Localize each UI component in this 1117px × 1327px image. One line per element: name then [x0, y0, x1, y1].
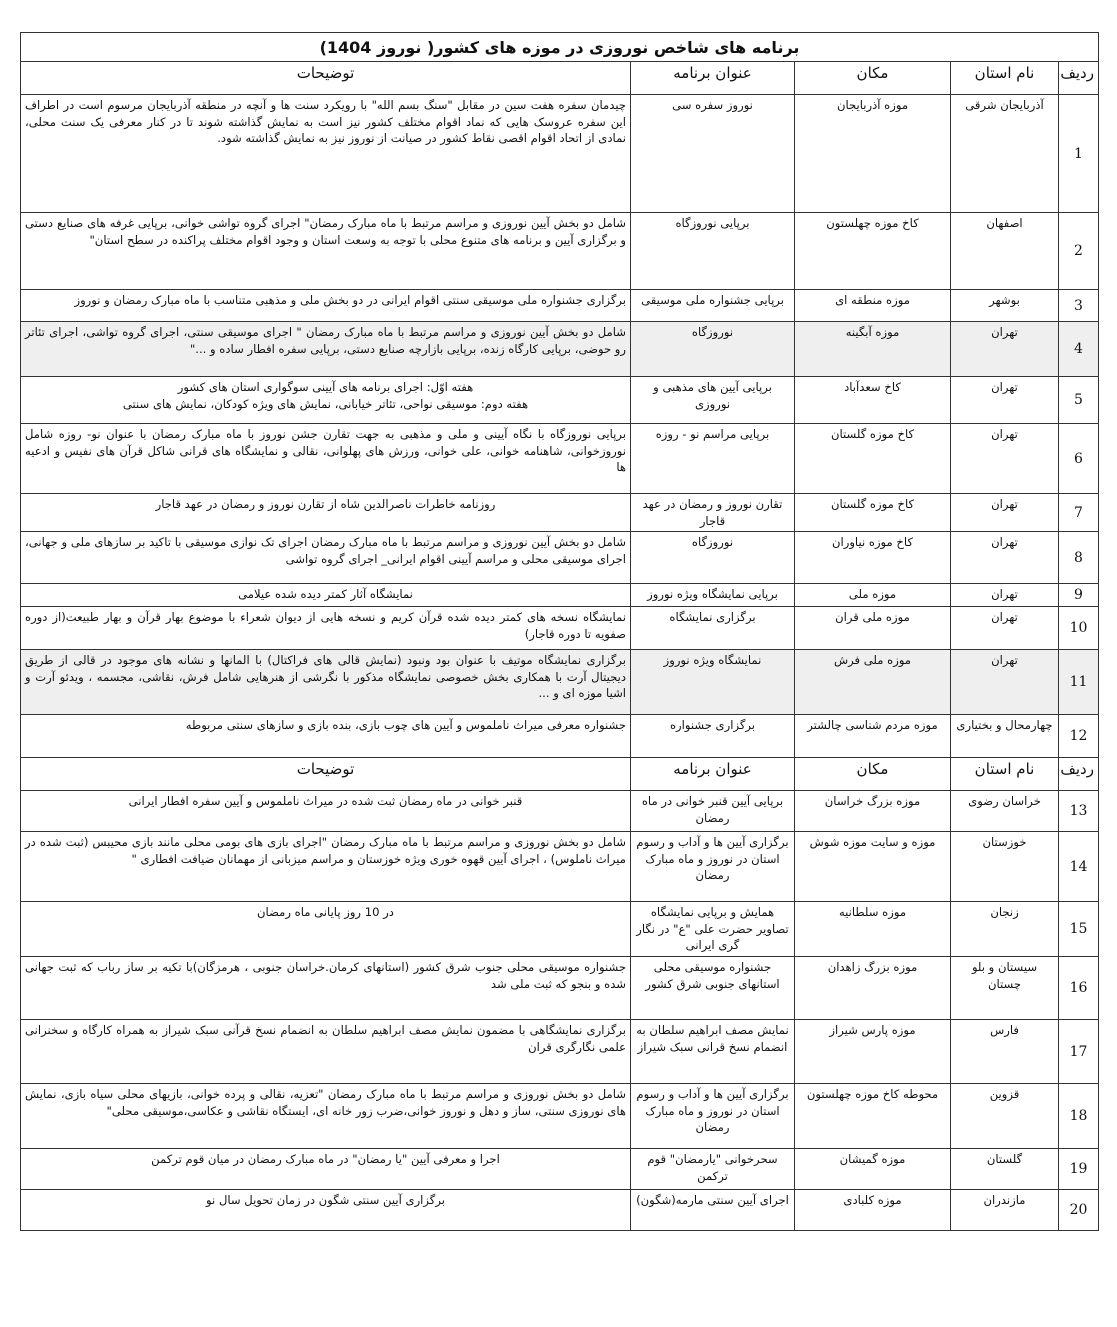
- row-number: 8: [1059, 532, 1099, 584]
- place-cell: کاخ موزه نیاوران: [795, 532, 951, 584]
- table-row: [21, 532, 1099, 584]
- description-cell: شامل دو بخش آیین نوروزی و مراسم مرتبط با ماه مبارک رمضان " اجرای موسیقی سنتی، اجرای گروه تواشی، اجرای تئاتر رو حوضی، برپایی کارگاه زنده، برپایی بازارچه صنایع دستی، برپایی سفره افطار ساده و ...": [21, 322, 631, 377]
- description-cell: در 10 روز پایانی ماه رمضان: [21, 902, 631, 957]
- place-cell: موزه بزرگ خراسان: [795, 791, 951, 832]
- program-title-cell: برپایی جشنواره ملی موسیقی: [631, 290, 795, 322]
- table-row: [21, 1084, 1099, 1149]
- province-cell: بوشهر: [951, 290, 1059, 322]
- description-cell: شامل دو بخش آیین نوروزی و مراسم مرتبط با ماه مبارک رمضان" اجرای گروه تواشی خوانی، برپایی غرفه های صنایع دستی و برگزاری آیین و برنامه های متنوع محلی با توجه به وسعت استان و وجود اقوام مختلف پراکنده در سطح استان": [21, 213, 631, 290]
- description-cell: شامل دو بخش آیین نوروزی و مراسم مرتبط با ماه مبارک رمضان اجرای تک نوازی موسیقی با تاکید بر سازهای ملی و جهانی، اجرای موسیقی محلی و مراسم آیینی اقوام ایرانی_ اجرای گروه تواشی: [21, 532, 631, 584]
- table-row: [21, 494, 1099, 532]
- row-number: 1: [1059, 95, 1099, 213]
- header-province: نام استان: [951, 62, 1059, 95]
- province-cell: گلستان: [951, 1149, 1059, 1190]
- province-cell: مازندران: [951, 1190, 1059, 1231]
- province-cell: تهران: [951, 377, 1059, 424]
- place-cell: موزه آبگینه: [795, 322, 951, 377]
- description-cell: روزنامه خاطرات ناصرالدین شاه از تقارن نوروز و رمضان در عهد قاجار: [21, 494, 631, 532]
- table-row: [21, 1020, 1099, 1084]
- row-number: 5: [1059, 377, 1099, 424]
- province-cell: خوزستان: [951, 832, 1059, 902]
- place-cell: محوطه کاخ موزه چهلستون: [795, 1084, 951, 1149]
- table-row: [21, 424, 1099, 494]
- description-cell: شامل دو بخش نوروزی و مراسم مرتبط با ماه مبارک رمضان "تعزیه، نقالی و پرده خوانی، بازیهای محلی سیاه بازی، نمایش های نوروزی سنتی، ساز و دهل و نوروز خوانی،ضرب زور خانه ای، ایستگاه نقاشی و عکاسی،موسیقی محلی": [21, 1084, 631, 1149]
- row-number: 6: [1059, 424, 1099, 494]
- program-title-cell: تقارن نوروز و رمضان در عهد قاجار: [631, 494, 795, 532]
- row-number: 18: [1059, 1084, 1099, 1149]
- place-cell: موزه پارس شیراز: [795, 1020, 951, 1084]
- description-cell: نمایشگاه نسخه های کمتر دیده شده قرآن کریم و نسخه هایی از دیوان شعراء با موضوع بهار قرآن و بهار طبیعت(از دوره صفویه تا دوره قاجار): [21, 607, 631, 650]
- province-cell: اصفهان: [951, 213, 1059, 290]
- description-cell: برگزاری آیین سنتی شگون در زمان تحویل سال نو: [21, 1190, 631, 1231]
- place-cell: موزه ملی: [795, 584, 951, 607]
- row-number: 20: [1059, 1190, 1099, 1231]
- header-program: عنوان برنامه: [631, 758, 795, 791]
- header-program: عنوان برنامه: [631, 62, 795, 95]
- row-number: 3: [1059, 290, 1099, 322]
- place-cell: موزه گمیشان: [795, 1149, 951, 1190]
- table-row: [21, 902, 1099, 957]
- row-number: 4: [1059, 322, 1099, 377]
- table-row: [21, 791, 1099, 832]
- description-cell: جشنواره موسیقی محلی جنوب شرق کشور (استانهای کرمان.خراسان جنوبی ، هرمزگان)با تکیه بر ساز رباب که ثبت جهانی شده و بنجو که ثبت ملی شد: [21, 957, 631, 1020]
- table-row: [21, 322, 1099, 377]
- row-number: 17: [1059, 1020, 1099, 1084]
- place-cell: موزه سلطانیه: [795, 902, 951, 957]
- program-title-cell: نمایشگاه ویژه نوروز: [631, 650, 795, 715]
- table-row: [21, 213, 1099, 290]
- program-title-cell: برگزاری آیین ها و آداب و رسوم استان در نوروز و ماه مبارک رمضان: [631, 832, 795, 902]
- province-cell: قزوین: [951, 1084, 1059, 1149]
- program-title-cell: سحرخوانی "یارمضان" قوم ترکمن: [631, 1149, 795, 1190]
- province-cell: زنجان: [951, 902, 1059, 957]
- row-number: 12: [1059, 715, 1099, 758]
- row-number: 9: [1059, 584, 1099, 607]
- program-title-cell: اجرای آیین سنتی مارمه(شگون): [631, 1190, 795, 1231]
- province-cell: فارس: [951, 1020, 1059, 1084]
- description-cell: اجرا و معرفی آیین "یا رمضان" در ماه مبارک رمضان در میان قوم ترکمن: [21, 1149, 631, 1190]
- description-cell: برپایی نوروزگاه با نگاه آیینی و ملی و مذهبی به جهت تقارن جشن نوروز با ماه مبارک رمضان با عنوان نو- روزه شامل نوروزخوانی، شاهنامه خوانی، علی خوانی، ورزش های پهلوانی، نقالی و نمایشگاه های قرانی شاکل قرآن های نفیس و ادعیه ها: [21, 424, 631, 494]
- row-number: 11: [1059, 650, 1099, 715]
- program-title-cell: برگزاری نمایشگاه: [631, 607, 795, 650]
- header-num: ردیف: [1059, 758, 1099, 791]
- program-title-cell: نوروز سفره سی: [631, 95, 795, 213]
- row-number: 7: [1059, 494, 1099, 532]
- province-cell: چهارمحال و بختیاری: [951, 715, 1059, 758]
- program-title-cell: نوروزگاه: [631, 322, 795, 377]
- header-description: توضیحات: [21, 62, 631, 95]
- table-row: [21, 715, 1099, 758]
- header-description: توضیحات: [21, 758, 631, 791]
- table-row: [21, 1190, 1099, 1231]
- description-cell: برگزاری جشنواره ملی موسیقی سنتی اقوام ایرانی در دو بخش ملی و مذهبی متناسب با ماه مبارک رمضان و نوروز: [21, 290, 631, 322]
- place-cell: موزه آذربایجان: [795, 95, 951, 213]
- description-cell: برگزاری نمایشگاهی با مضمون نمایش مصف ابراهیم سلطان به انضمام نسخ قرآنی سبک شیراز به همراه کارگاه و سخنرانی علمی نگارگری قران: [21, 1020, 631, 1084]
- program-title-cell: برپایی مراسم نو - روزه: [631, 424, 795, 494]
- row-number: 13: [1059, 791, 1099, 832]
- province-cell: سیستان و بلو چستان: [951, 957, 1059, 1020]
- description-cell: برگزاری نمایشگاه موتیف با عنوان بود ونبود (نمایش قالی های فراکتال) با المانها و نشانه های موجود در قالی از طریق دیجیتال آرت با همکاری بخش خصوصی نمایشگاه مذکور با نگرشی از هنرهایی شامل فرش، نقاشی، مجسمه ، ویدئو آرت و اشیا موزه ای و ...: [21, 650, 631, 715]
- description-cell: چیدمان سفره هفت سین در مقابل "سنگ بسم الله" با رویکرد سنت ها و آنچه در منطقه آذربایجان مرسوم است در اطراف این سفره عروسک هایی که نماد اقوام مختلف کشور نیز است به نمایش گذاشته شوند تا در کنار معرفی یک سنت محلی، نمادی از اتحاد اقوام اقصی نقاط کشور در صیانت از نوروز نیز به نمایش گذاشته شود.: [21, 95, 631, 213]
- row-number: 19: [1059, 1149, 1099, 1190]
- province-cell: تهران: [951, 650, 1059, 715]
- header-place: مکان: [795, 758, 951, 791]
- header-province: نام استان: [951, 758, 1059, 791]
- description-cell: شامل دو بخش نوروزی و مراسم مرتبط با ماه مبارک رمضان "اجرای بازی های بومی محلی مانند بازی محیبس (ثبت شده در میراث ناملوس) ، اجرای آیین قهوه خوری ویژه خوزستان و مراسم میزبانی از مهمانان ضیافت افطاری ": [21, 832, 631, 902]
- table-row: [21, 650, 1099, 715]
- place-cell: موزه بزرگ زاهدان: [795, 957, 951, 1020]
- program-title-cell: همایش و برپایی نمایشگاه تصاویر حضرت علی "ع" در نگار گری ایرانی: [631, 902, 795, 957]
- province-cell: تهران: [951, 607, 1059, 650]
- program-title-cell: برگزاری آیین ها و آداب و رسوم استان در نوروز و ماه مبارک رمضان: [631, 1084, 795, 1149]
- programs-table: [20, 32, 1099, 1231]
- description-cell: قنبر خوانی در ماه رمضان ثبت شده در میراث ناملموس و آیین سفره افطار ایرانی: [21, 791, 631, 832]
- province-cell: تهران: [951, 424, 1059, 494]
- program-title-cell: برگزاری جشنواره: [631, 715, 795, 758]
- table-row: [21, 377, 1099, 424]
- place-cell: موزه مردم شناسی چالشتر: [795, 715, 951, 758]
- province-cell: تهران: [951, 322, 1059, 377]
- program-title-cell: برپایی نوروزگاه: [631, 213, 795, 290]
- row-number: 2: [1059, 213, 1099, 290]
- table-row: [21, 832, 1099, 902]
- table-row: [21, 1149, 1099, 1190]
- province-cell: تهران: [951, 584, 1059, 607]
- table-row: [21, 957, 1099, 1020]
- header-row: [21, 62, 1099, 95]
- description-cell: نمایشگاه آثار کمتر دیده شده عیلامی: [21, 584, 631, 607]
- table-row: [21, 584, 1099, 607]
- place-cell: موزه ملی فرش: [795, 650, 951, 715]
- province-cell: خراسان رضوی: [951, 791, 1059, 832]
- program-title-cell: برپایی نمایشگاه ویژه نوروز: [631, 584, 795, 607]
- place-cell: کاخ موزه گلستان: [795, 494, 951, 532]
- place-cell: کاخ موزه چهلستون: [795, 213, 951, 290]
- table-row: [21, 607, 1099, 650]
- place-cell: کاخ موزه گلستان: [795, 424, 951, 494]
- place-cell: کاخ سعدآباد: [795, 377, 951, 424]
- place-cell: موزه منطقه ای: [795, 290, 951, 322]
- province-cell: تهران: [951, 494, 1059, 532]
- province-cell: تهران: [951, 532, 1059, 584]
- program-title-cell: نوروزگاه: [631, 532, 795, 584]
- row-number: 10: [1059, 607, 1099, 650]
- program-title-cell: جشنواره موسیقی محلی استانهای جنوبی شرق کشور: [631, 957, 795, 1020]
- table-row: [21, 95, 1099, 213]
- description-cell: جشنواره معرفی میراث ناملموس و آیین های چوب بازی، بنده بازی و سازهای سنتی مربوطه: [21, 715, 631, 758]
- province-cell: آذربایجان شرقی: [951, 95, 1059, 213]
- place-cell: موزه ملی قران: [795, 607, 951, 650]
- description-cell: هفته اوّل: اجرای برنامه های آیینی سوگواری استان های کشور هفته دوم: موسیقی نواحی، تئاتر خیابانی، نمایش های ویژه کودکان، نمایش های سنتی: [21, 377, 631, 424]
- table-row: [21, 290, 1099, 322]
- header-row: [21, 758, 1099, 791]
- program-title-cell: برپایی آیین قنبر خوانی در ماه رمضان: [631, 791, 795, 832]
- header-place: مکان: [795, 62, 951, 95]
- row-number: 14: [1059, 832, 1099, 902]
- place-cell: موزه کلبادی: [795, 1190, 951, 1231]
- program-title-cell: برپایی آیین های مذهبی و نوروزی: [631, 377, 795, 424]
- row-number: 16: [1059, 957, 1099, 1020]
- place-cell: موزه و سایت موزه شوش: [795, 832, 951, 902]
- table-title: برنامه های شاخص نوروزی در موزه های کشور( نوروز 1404): [21, 33, 1099, 62]
- row-number: 15: [1059, 902, 1099, 957]
- program-title-cell: نمایش مصف ابراهیم سلطان به انضمام نسخ قرانی سبک شیراز: [631, 1020, 795, 1084]
- header-num: ردیف: [1059, 62, 1099, 95]
